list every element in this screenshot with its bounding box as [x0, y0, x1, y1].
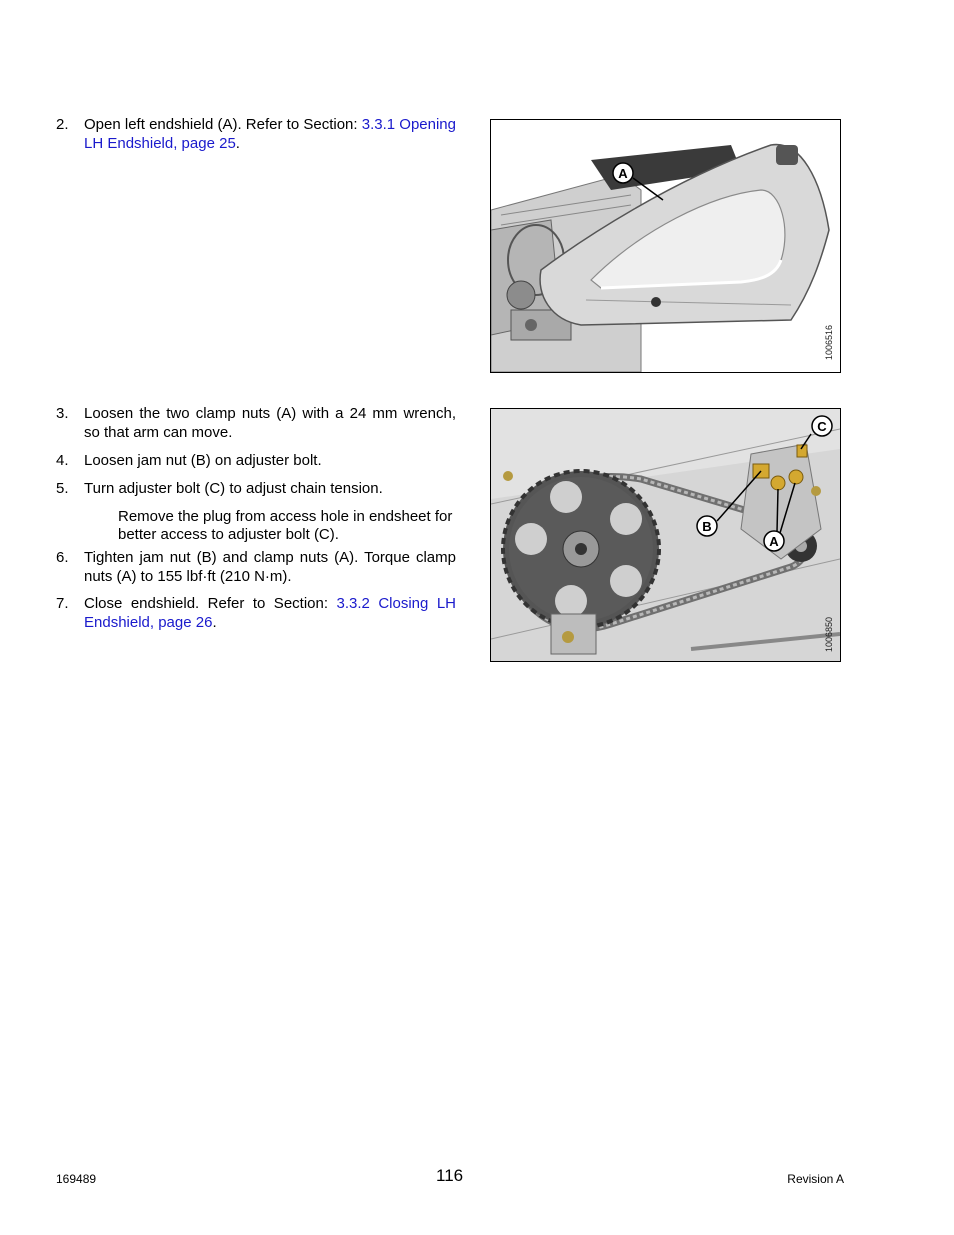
step-text-end: .: [235, 135, 240, 152]
step-2: [56, 115, 456, 153]
revision: Revision A: [787, 1172, 844, 1186]
step-number: 4.: [56, 452, 69, 469]
note-text: Remove the plug from access hole in endsheet for better access to adjuster bolt (C).: [118, 508, 453, 543]
step-text: Loosen jam nut (B) on adjuster bolt.: [84, 452, 322, 469]
step-4: [56, 451, 456, 470]
step-number: 6.: [56, 549, 69, 566]
step-text-end: .: [212, 614, 217, 631]
step-number: 2.: [56, 116, 69, 133]
step-6: [56, 548, 456, 586]
page-number: 116: [436, 1166, 464, 1185]
step-text: Loosen the two clamp nuts (A) with a 24 mm wrench, so that arm can move.: [84, 405, 456, 441]
step-number: 3.: [56, 405, 69, 422]
step-number: 5.: [56, 480, 69, 497]
section-link-closing-lh-endshield[interactable]: 3.3.2 Closing LH Endshield, page 26: [84, 595, 456, 631]
step-7: [56, 594, 456, 632]
figure-endshield: [490, 119, 841, 373]
step-number: 7.: [56, 595, 69, 612]
step-5: [56, 479, 456, 498]
figure-id: 1006850: [824, 616, 834, 652]
callout-c: C: [817, 419, 827, 434]
step-text: Close endshield. Refer to Section:: [84, 595, 337, 612]
chain-drive-illustration: [491, 409, 840, 661]
section-link-opening-lh-endshield[interactable]: 3.3.1 Opening LH Endshield, page 25: [84, 116, 456, 152]
callout-a: A: [769, 534, 779, 549]
figure-id: 1006516: [824, 324, 834, 360]
step-text: Turn adjuster bolt (C) to adjust chain tension.: [84, 480, 383, 497]
step-text: Open left endshield (A). Refer to Section:: [84, 116, 362, 133]
figure-chain-drive: [490, 408, 841, 662]
endshield-illustration: [491, 120, 840, 372]
doc-number: 169489: [56, 1172, 97, 1186]
callout-b: B: [702, 519, 712, 534]
callout-a: A: [618, 166, 628, 181]
step-3: [56, 404, 456, 442]
step-text: Tighten jam nut (B) and clamp nuts (A). Torque clamp nuts (A) to 155 lbf·ft (210 N·m).: [84, 549, 456, 585]
